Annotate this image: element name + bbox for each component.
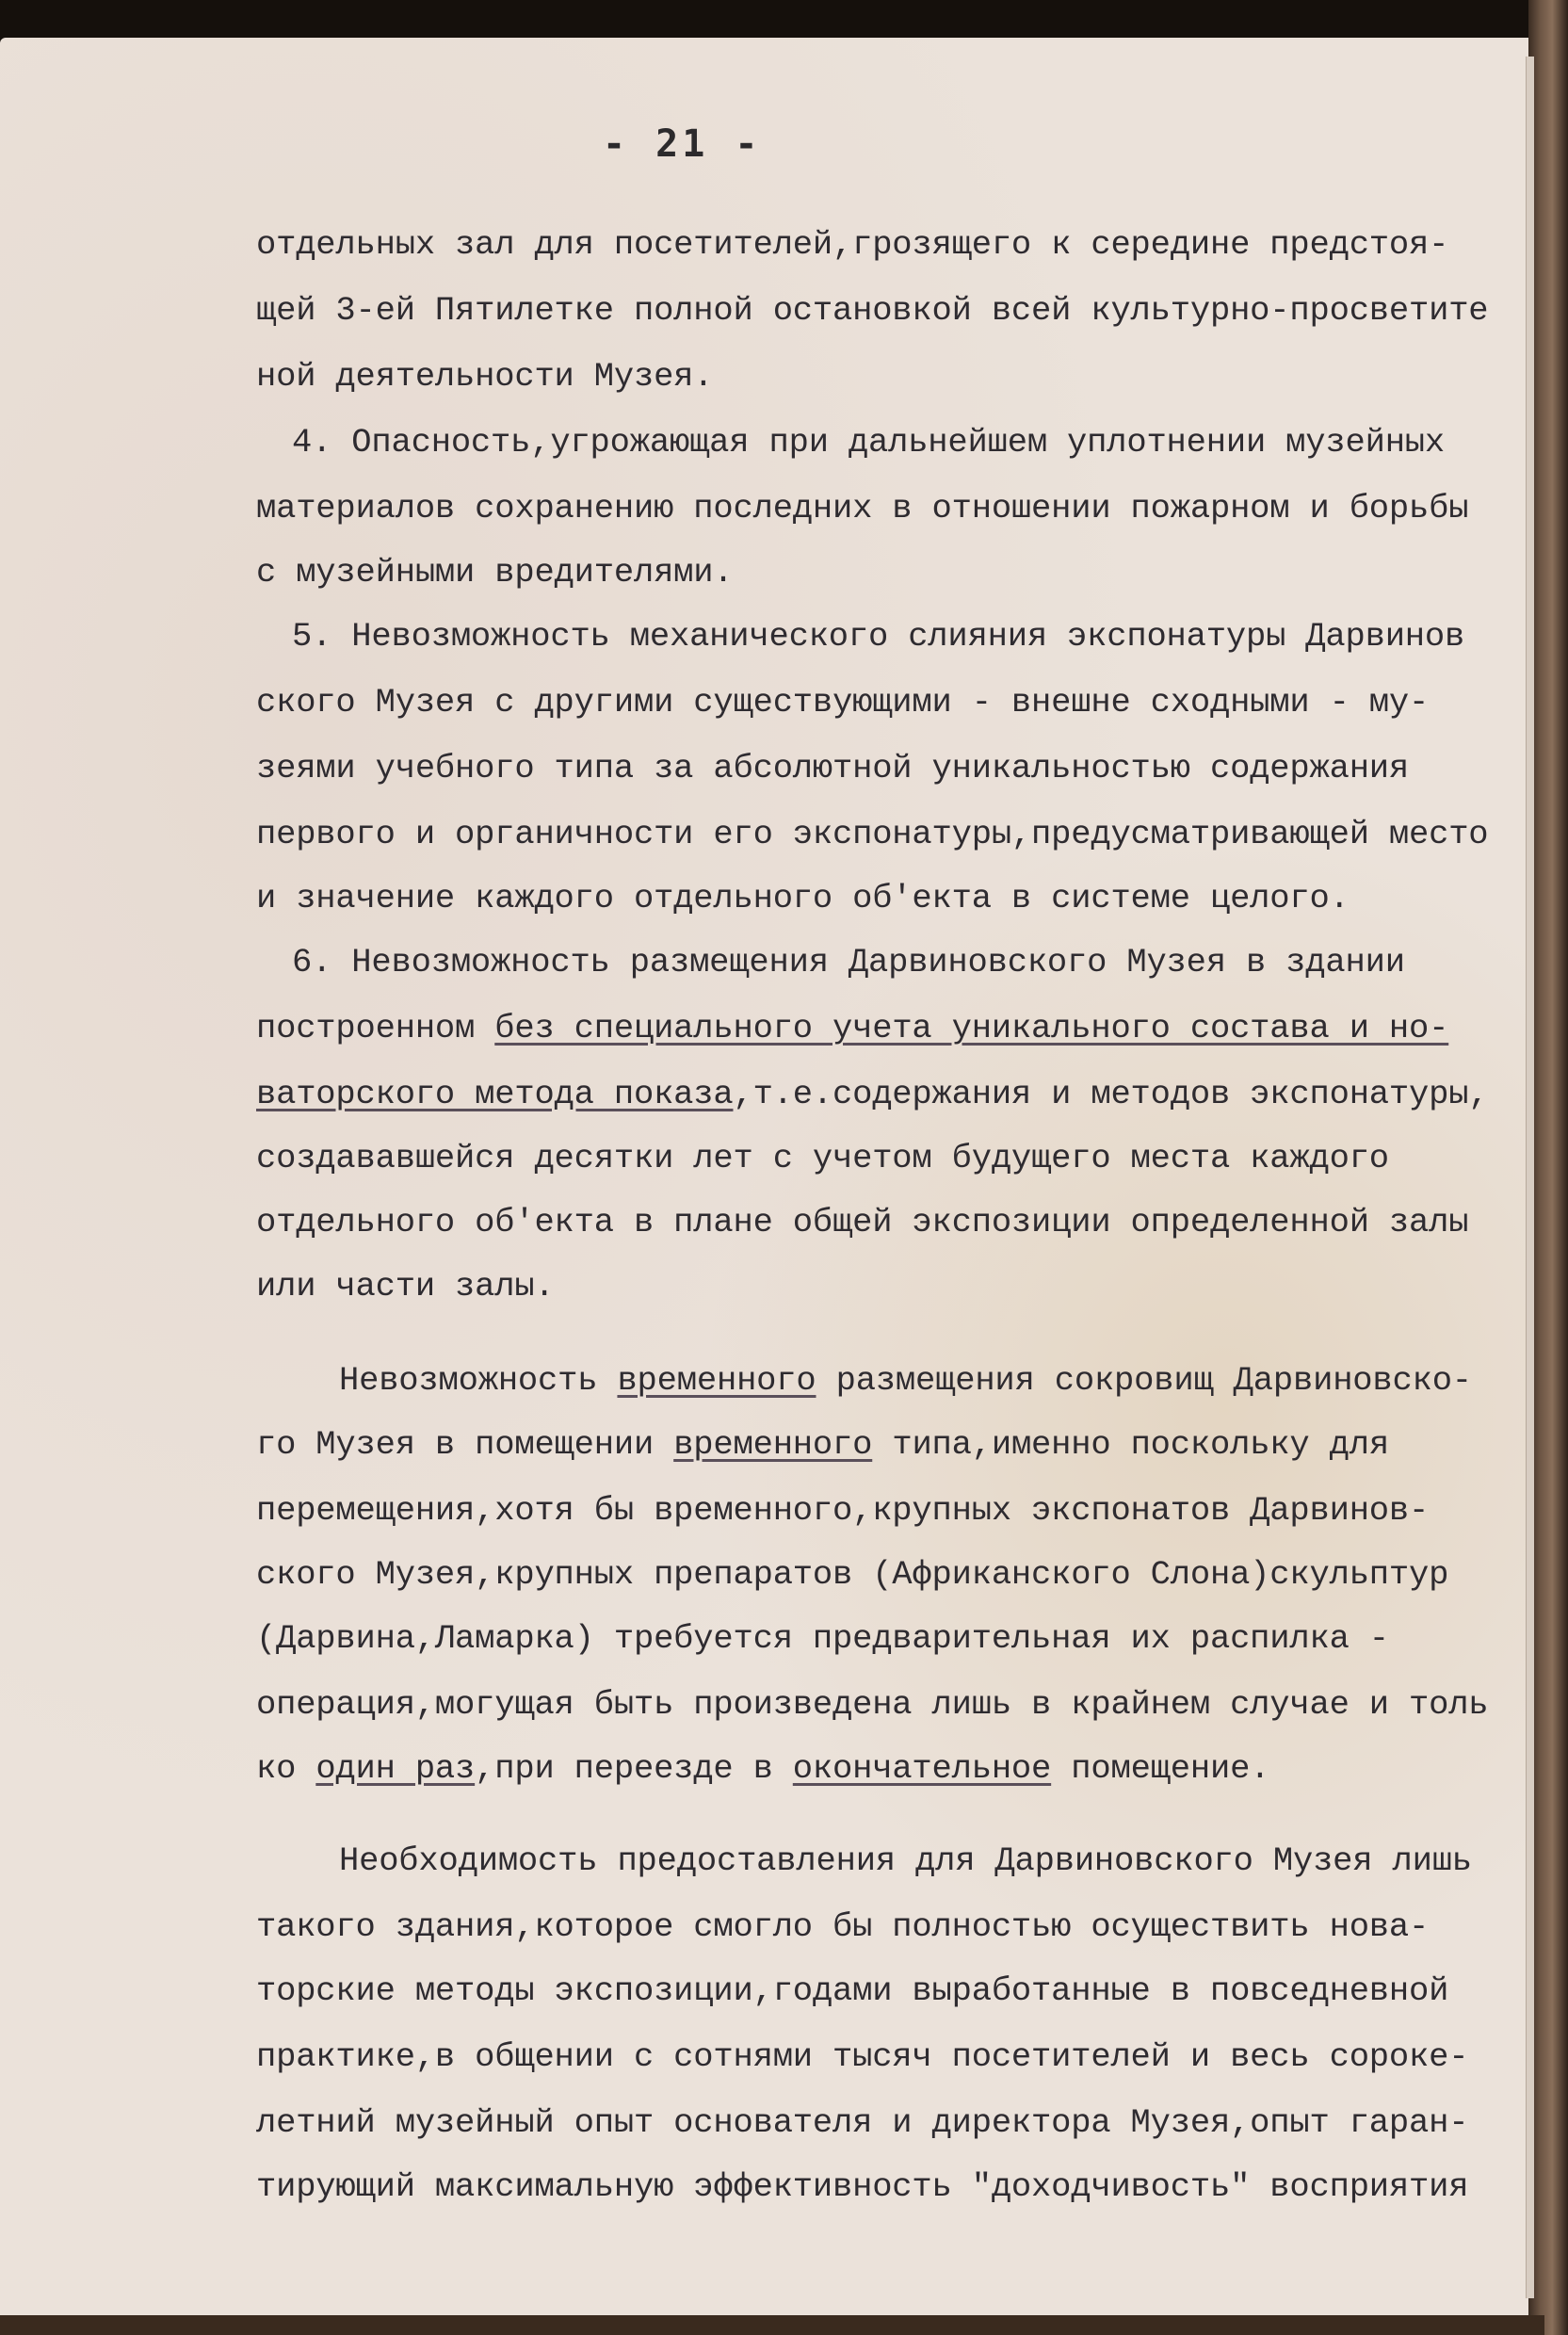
text-fragment: ко xyxy=(256,1749,316,1788)
text-line: щей 3-ей Пятилетке полной остановкой всей культурно-просветите xyxy=(256,291,1489,330)
text-fragment: го Музея в помещении xyxy=(256,1425,674,1464)
text-line: такого здания,которое смогло бы полностью осуществить нова- xyxy=(256,1907,1430,1946)
text-line: материалов сохранению последних в отношении пожарном и борьбы xyxy=(256,489,1469,527)
page-number: - 21 - xyxy=(603,122,762,166)
text-line: 4. Опасность,угрожающая при дальнейшем уплотнении музейных xyxy=(292,423,1446,462)
text-line: зеями учебного типа за абсолютной уникальностью содержания xyxy=(256,749,1410,787)
text-line: создававшейся десятки лет с учетом будущего места каждого xyxy=(256,1139,1389,1177)
text-line xyxy=(256,1076,1488,1113)
text-fragment: размещения сокровищ Дарвиновско- xyxy=(816,1361,1472,1400)
underlined-phrase: ваторского метода показа xyxy=(256,1075,734,1113)
text-line: ной деятельности Музея. xyxy=(256,357,714,396)
text-fragment: ,т.е.содержания и методов экспонатуры, xyxy=(733,1075,1489,1113)
text-fragment: помещение. xyxy=(1051,1749,1270,1788)
text-line: 5. Невозможность механического слияния экспонатуры Дарвинов xyxy=(292,617,1465,656)
text-line xyxy=(256,1750,1269,1788)
text-line: 6. Невозможность размещения Дарвиновского Музея в здании xyxy=(292,943,1405,981)
page-stack-edge xyxy=(1526,57,1534,2298)
text-line: отдельного об'екта в плане общей экспозиции определенной залы xyxy=(256,1203,1469,1241)
text-fragment: построенном xyxy=(256,1009,495,1047)
text-fragment: ,при переезде в xyxy=(475,1749,793,1788)
text-line: (Дарвина,Ламарка) требуется предварительная их распилка - xyxy=(256,1619,1389,1658)
text-fragment: Невозможность xyxy=(339,1361,618,1400)
text-line xyxy=(256,1426,1389,1464)
text-line: с музейными вредителями. xyxy=(256,553,734,592)
text-line: тирующий максимальную эффективность "доходчивость" восприятия xyxy=(256,2167,1469,2206)
text-line: летний музейный опыт основателя и директора Музея,опыт гаран- xyxy=(256,2103,1469,2142)
text-fragment: типа,именно поскольку для xyxy=(872,1425,1389,1464)
underlined-phrase: временного xyxy=(617,1361,816,1400)
text-line: отдельных зал для посетителей,грозящего к середине предстоя- xyxy=(256,225,1449,264)
underlined-phrase: один раз xyxy=(315,1749,476,1788)
text-line: торские методы экспозиции,годами выработанные в повседневной xyxy=(256,1971,1449,2010)
text-line: перемещения,хотя бы временного,крупных экспонатов Дарвинов- xyxy=(256,1491,1430,1530)
underlined-phrase: окончательное xyxy=(792,1749,1052,1788)
text-line: первого и органичности его экспонатуры,предусматривающей место xyxy=(256,815,1489,853)
text-line: или части залы. xyxy=(256,1267,555,1305)
text-line: практике,в общении с сотнями тысяч посетителей и весь сороке- xyxy=(256,2037,1469,2076)
scan-bottom-edge xyxy=(0,2315,1544,2335)
text-line: и значение каждого отдельного об'екта в системе целого. xyxy=(256,879,1350,917)
text-line: Необходимость предоставления для Дарвиновского Музея лишь xyxy=(339,1841,1472,1880)
underlined-phrase: без специального учета уникального состава и но- xyxy=(494,1009,1449,1047)
underlined-phrase: временного xyxy=(673,1425,873,1464)
text-line: ского Музея с другими существующими - внешне сходными - му- xyxy=(256,683,1430,722)
binding-spine xyxy=(1528,0,1568,2335)
text-line: операция,могущая быть произведена лишь в крайнем случае и толь xyxy=(256,1685,1489,1724)
text-line: ского Музея,крупных препаратов (Африканского Слона)скульптур xyxy=(256,1555,1449,1594)
text-line xyxy=(339,1362,1472,1400)
text-line xyxy=(256,1010,1448,1047)
